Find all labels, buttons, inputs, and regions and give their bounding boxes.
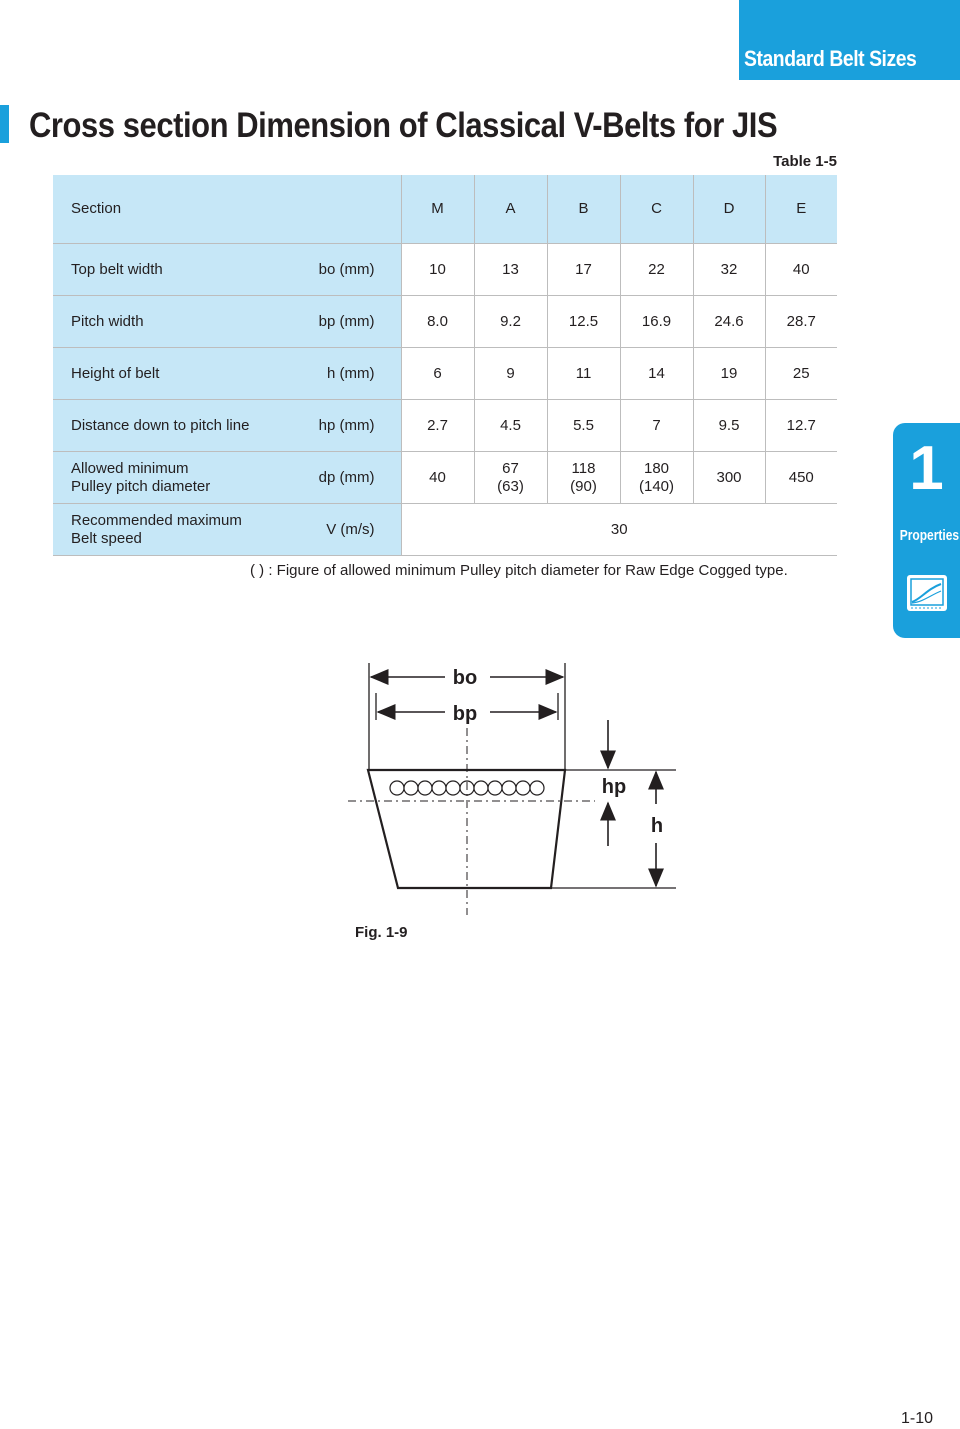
section-heading: D	[693, 175, 765, 244]
table-row	[53, 504, 837, 556]
table-cell: 11	[547, 348, 620, 400]
figure-caption: Fig. 1-9	[355, 924, 408, 941]
row-unit: h (mm)	[288, 348, 401, 400]
table-header-row	[53, 175, 837, 244]
table-cell: 40	[765, 244, 837, 296]
row-label-line: Allowed minimum	[71, 459, 189, 477]
table-cell: 25	[765, 348, 837, 400]
table-cell: 30	[401, 504, 837, 556]
title-accent-bar	[0, 105, 9, 143]
table-cell: 9.5	[693, 400, 765, 452]
row-label-line: Recommended maximum	[71, 511, 242, 529]
row-unit: hp (mm)	[288, 400, 401, 452]
table-cell: 12.5	[547, 296, 620, 348]
table-row	[53, 244, 837, 296]
table-row	[53, 452, 837, 504]
table-cell: 14	[620, 348, 693, 400]
cell-value: 118	[571, 459, 596, 477]
hp-label: hp	[601, 776, 627, 798]
bo-label: bo	[452, 667, 478, 689]
cell-alt-value: (140)	[639, 477, 675, 495]
section-heading: B	[547, 175, 620, 244]
section-heading: A	[474, 175, 547, 244]
table-cell: 10	[401, 244, 474, 296]
section-header-label: Standard Belt Sizes	[744, 46, 917, 71]
section-heading: M	[401, 175, 474, 244]
table-row	[53, 296, 837, 348]
cell-value: 67	[502, 459, 519, 477]
table-cell: 40	[401, 452, 474, 504]
table-cell: 13	[474, 244, 547, 296]
section-heading: C	[620, 175, 693, 244]
page-number: 1-10	[900, 1410, 933, 1427]
table-cell: 12.7	[765, 400, 837, 452]
row-unit: bo (mm)	[288, 244, 401, 296]
header-label: Section	[53, 175, 401, 244]
belt-dimension-table	[53, 175, 837, 556]
table-cell: 28.7	[765, 296, 837, 348]
section-heading: E	[765, 175, 837, 244]
table-cell: 8.0	[401, 296, 474, 348]
table-footnote: ( ) : Figure of allowed minimum Pulley pitch diameter for Raw Edge Cogged type.	[250, 562, 788, 579]
cell-alt-value: (90)	[570, 477, 597, 495]
row-label: Pitch width	[53, 296, 288, 348]
row-label: Top belt width	[53, 244, 288, 296]
table-cell: 450	[765, 452, 837, 504]
table-cell	[474, 452, 547, 504]
bp-label: bp	[452, 703, 478, 725]
row-label: Distance down to pitch line	[53, 400, 288, 452]
table-cell: 6	[401, 348, 474, 400]
table-cell: 22	[620, 244, 693, 296]
table-cell: 4.5	[474, 400, 547, 452]
table-cell: 7	[620, 400, 693, 452]
table-cell: 32	[693, 244, 765, 296]
table-cell: 19	[693, 348, 765, 400]
row-label-line: Pulley pitch diameter	[71, 477, 211, 495]
chapter-label: Properties	[899, 527, 960, 544]
table-cell	[620, 452, 693, 504]
row-unit: dp (mm)	[288, 452, 401, 504]
row-label-line: Belt speed	[71, 529, 142, 547]
row-label: Height of belt	[53, 348, 288, 400]
chapter-number: 1	[909, 434, 944, 503]
row-unit: V (m/s)	[288, 504, 401, 556]
row-label	[53, 504, 288, 556]
chapter-side-tab[interactable]	[893, 423, 960, 638]
section-header-tab	[739, 0, 960, 80]
table-cell	[547, 452, 620, 504]
table-label: Table 1-5	[773, 153, 837, 170]
row-unit: bp (mm)	[288, 296, 401, 348]
table-cell: 24.6	[693, 296, 765, 348]
table-cell: 5.5	[547, 400, 620, 452]
page-title: Cross section Dimension of Classical V-Belts for JIS	[29, 106, 778, 145]
table-row	[53, 400, 837, 452]
table-cell: 16.9	[620, 296, 693, 348]
table-cell: 300	[693, 452, 765, 504]
table-cell: 9	[474, 348, 547, 400]
chart-graph-icon	[907, 575, 947, 611]
cell-value: 180	[644, 459, 670, 477]
h-label: h	[650, 815, 664, 837]
row-label	[53, 452, 288, 504]
table-row	[53, 348, 837, 400]
belt-cross-section-figure	[340, 650, 685, 925]
table-cell: 2.7	[401, 400, 474, 452]
table-cell: 9.2	[474, 296, 547, 348]
table-cell: 17	[547, 244, 620, 296]
cell-alt-value: (63)	[497, 477, 524, 495]
